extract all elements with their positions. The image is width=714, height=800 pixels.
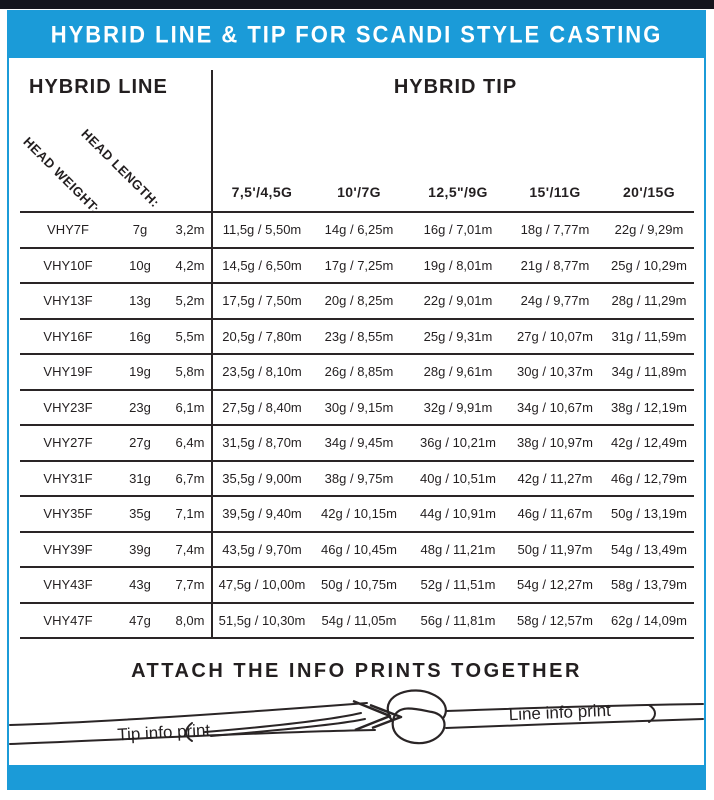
row-tip-value: 38g / 12,19m [611, 399, 687, 415]
row-head-length: 6,1m [175, 399, 205, 415]
knot-illustration [9, 686, 704, 771]
row-code: VHY47F [43, 612, 93, 628]
row-tip-value: 46g / 10,45m [321, 541, 397, 557]
row-head-weight: 13g [129, 293, 151, 309]
tip-column-header: 7,5'/4,5G [231, 184, 293, 200]
line-info-print-label: Line info print [508, 700, 612, 725]
row-tip-value: 42g / 12,49m [611, 435, 687, 451]
row-tip-value: 34g / 9,45m [324, 435, 394, 451]
row-tip-value: 50g / 13,19m [611, 506, 687, 522]
row-tip-value: 54g / 12,27m [517, 577, 593, 593]
table-row [20, 320, 694, 356]
row-tip-value: 28g / 9,61m [423, 364, 493, 380]
row-code: VHY10F [43, 257, 93, 273]
row-head-length: 5,5m [175, 328, 205, 344]
row-tip-value: 62g / 14,09m [611, 612, 687, 628]
attach-info-title: ATTACH THE INFO PRINTS TOGETHER [131, 660, 582, 682]
row-head-weight: 39g [129, 541, 151, 557]
row-tip-value: 25g / 10,29m [611, 257, 687, 273]
row-tip-value: 42g / 11,27m [517, 470, 593, 486]
row-tip-value: 31,5g / 8,70m [222, 435, 302, 451]
row-head-weight: 23g [129, 399, 151, 415]
row-tip-value: 20g / 8,25m [324, 293, 394, 309]
row-tip-value: 34g / 11,89m [611, 364, 687, 380]
row-head-length: 7,1m [175, 506, 205, 522]
row-tip-value: 32g / 9,91m [423, 399, 493, 415]
row-tip-value: 16g / 7,01m [423, 222, 493, 238]
row-tip-value: 35,5g / 9,00m [222, 470, 302, 486]
row-tip-value: 23,5g / 8,10m [222, 364, 302, 380]
head-weight-label: HEAD WEIGHT: [20, 134, 103, 217]
row-tip-value: 27,5g / 8,40m [222, 399, 302, 415]
row-head-weight: 10g [129, 257, 151, 273]
row-tip-value: 58g / 12,57m [517, 612, 593, 628]
row-head-length: 5,2m [175, 293, 205, 309]
knot-icon [353, 691, 446, 744]
row-tip-value: 44g / 10,91m [420, 506, 496, 522]
row-tip-value: 23g / 8,55m [324, 328, 394, 344]
row-tip-value: 24g / 9,77m [520, 293, 590, 309]
row-code: VHY43F [43, 577, 93, 593]
row-tip-value: 43,5g / 9,70m [222, 541, 302, 557]
row-tip-value: 14,5g / 6,50m [222, 257, 302, 273]
table-row [20, 568, 694, 604]
row-tip-value: 30g / 10,37m [517, 364, 593, 380]
row-tip-value: 54g / 13,49m [611, 541, 687, 557]
row-tip-value: 52g / 11,51m [420, 577, 496, 593]
row-head-length: 7,7m [175, 577, 205, 593]
table-row [20, 497, 694, 533]
spacer-cell [164, 184, 216, 200]
row-code: VHY7F [47, 222, 89, 238]
spacer-cell [20, 184, 116, 200]
row-tip-value: 38g / 10,97m [517, 435, 593, 451]
table-row [20, 355, 694, 391]
table-row [20, 284, 694, 320]
row-tip-value: 40g / 10,51m [420, 470, 496, 486]
row-head-weight: 16g [129, 328, 151, 344]
row-tip-value: 31g / 11,59m [611, 328, 687, 344]
title-banner [9, 12, 704, 58]
row-code: VHY27F [43, 435, 93, 451]
page-title: HYBRID LINE & TIP FOR SCANDI STYLE CASTING [50, 20, 663, 48]
row-code: VHY39F [43, 541, 93, 557]
row-tip-value: 11,5g / 5,50m [222, 222, 302, 238]
table-row [20, 462, 694, 498]
row-tip-value: 50g / 10,75m [321, 577, 397, 593]
row-code: VHY23F [43, 399, 93, 415]
row-head-weight: 31g [129, 470, 151, 486]
row-tip-value: 39,5g / 9,40m [222, 506, 302, 522]
row-tip-value: 56g / 11,81m [420, 612, 496, 628]
row-tip-value: 54g / 11,05m [321, 612, 397, 628]
row-code: VHY13F [43, 293, 93, 309]
row-tip-value: 22g / 9,01m [423, 293, 493, 309]
tip-column-header: 20'/15G [622, 184, 676, 200]
spacer-cell [116, 184, 164, 200]
row-code: VHY19F [43, 364, 93, 380]
table-row [20, 391, 694, 427]
row-tip-value: 42g / 10,15m [321, 506, 397, 522]
row-tip-value: 28g / 11,29m [611, 293, 687, 309]
table-row [20, 213, 694, 249]
tip-column-header: 10'/7G [337, 184, 381, 200]
row-head-weight: 47g [129, 612, 151, 628]
tip-column-header: 12,5"/9G [428, 184, 488, 200]
row-tip-value: 46g / 11,67m [517, 506, 593, 522]
row-tip-value: 58g / 13,79m [611, 577, 687, 593]
row-tip-value: 30g / 9,15m [324, 399, 394, 415]
row-tip-value: 51,5g / 10,30m [218, 612, 306, 628]
row-head-length: 8,0m [175, 612, 205, 628]
row-tip-value: 50g / 11,97m [517, 541, 593, 557]
row-head-weight: 27g [129, 435, 151, 451]
row-tip-value: 20,5g / 7,80m [222, 328, 302, 344]
row-head-length: 6,4m [175, 435, 205, 451]
row-tip-value: 47,5g / 10,00m [218, 577, 306, 593]
row-code: VHY31F [43, 470, 93, 486]
footer-accent-bar [9, 765, 704, 788]
hybrid-tip-header: HYBRID TIP [393, 76, 518, 98]
table-body [20, 211, 694, 639]
table-row [20, 533, 694, 569]
row-tip-value: 25g / 9,31m [423, 328, 493, 344]
row-head-length: 6,7m [175, 470, 205, 486]
row-tip-value: 36g / 10,21m [420, 435, 496, 451]
row-tip-value: 19g / 8,01m [423, 257, 493, 273]
page-top-edge [0, 0, 714, 9]
row-tip-value: 22g / 9,29m [614, 222, 684, 238]
row-tip-value: 18g / 7,77m [520, 222, 590, 238]
row-head-weight: 43g [129, 577, 151, 593]
row-head-length: 5,8m [175, 364, 205, 380]
table-row [20, 249, 694, 285]
table-row [20, 604, 694, 640]
row-tip-value: 27g / 10,07m [517, 328, 593, 344]
head-length-label: HEAD LENGTH: [78, 126, 163, 211]
tip-column-header: 15'/11G [529, 184, 581, 200]
hybrid-line-header: HYBRID LINE [29, 76, 168, 98]
row-tip-value: 14g / 6,25m [324, 222, 394, 238]
row-tip-value: 26g / 8,85m [324, 364, 394, 380]
row-head-length: 4,2m [175, 257, 205, 273]
tip-info-print-label: Tip info print [116, 720, 211, 745]
row-tip-value: 17g / 7,25m [324, 257, 394, 273]
row-code: VHY16F [43, 328, 93, 344]
row-tip-value: 17,5g / 7,50m [222, 293, 302, 309]
content-frame [7, 10, 706, 790]
table-row [20, 426, 694, 462]
row-head-weight: 35g [129, 506, 151, 522]
row-tip-value: 38g / 9,75m [324, 470, 394, 486]
row-tip-value: 21g / 8,77m [520, 257, 590, 273]
row-tip-value: 48g / 11,21m [420, 541, 496, 557]
row-tip-value: 46g / 12,79m [611, 470, 687, 486]
row-head-length: 7,4m [175, 541, 205, 557]
row-code: VHY35F [43, 506, 93, 522]
row-head-length: 3,2m [175, 222, 205, 238]
tip-column-headers [20, 184, 694, 200]
row-head-weight: 7g [132, 222, 148, 238]
row-tip-value: 34g / 10,67m [517, 399, 593, 415]
row-head-weight: 19g [129, 364, 151, 380]
